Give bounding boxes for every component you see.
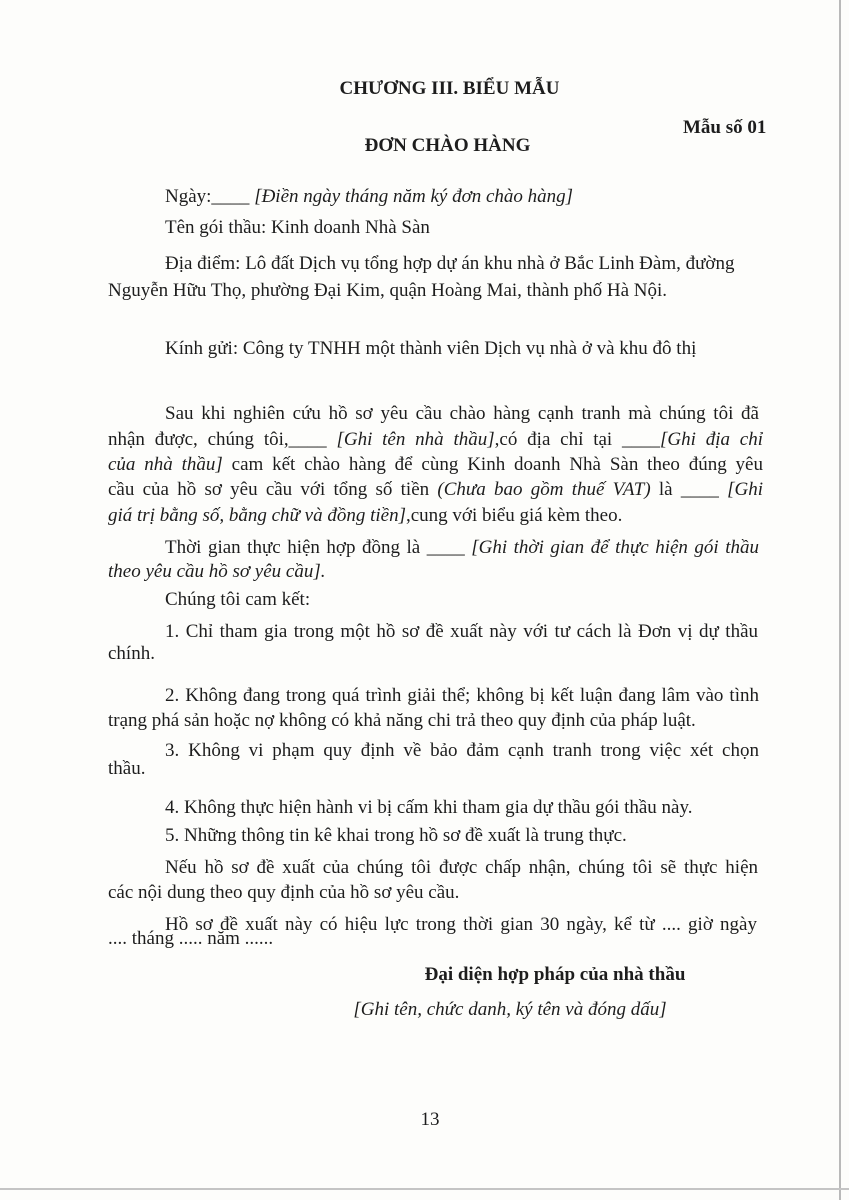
contractor-name-note: [Ghi tên nhà thầu]	[336, 429, 495, 450]
chapter-title: CHƯƠNG III. BIỂU MẪU	[339, 78, 560, 99]
commitment-3-line-1: 3. Không vi phạm quy định về bảo đảm cạnh tranh trong việc xét chọn	[165, 740, 759, 761]
para1-line-5	[108, 505, 622, 527]
para4-line-2: .... tháng ..... năm ......	[108, 928, 274, 949]
package-name: Tên gói thầu: Kinh doanh Nhà Sàn	[165, 217, 430, 238]
para2-line-2: theo yêu cầu hồ sơ yêu cầu].	[108, 561, 326, 582]
para1-text: cam kết chào hàng để cùng Kinh doanh Nhà Sàn theo đúng yêu	[222, 454, 763, 475]
para2-line-1	[165, 537, 759, 559]
recipient: Kính gửi: Công ty TNHH một thành viên Dịch vụ nhà ở và khu đô thị	[165, 338, 697, 359]
commitment-3-line-2: thầu.	[108, 758, 146, 779]
para1-text: là ____	[650, 479, 728, 500]
para3-line-2: các nội dung theo quy định của hồ sơ yêu cầu.	[108, 882, 460, 903]
scan-edge-bottom	[0, 1188, 849, 1190]
value-note: [Ghi	[727, 479, 763, 500]
location-line-2: Nguyễn Hữu Thọ, phường Đại Kim, quận Hoàng Mai, thành phố Hà Nội.	[108, 280, 668, 301]
commitment-1-line-1: 1. Chỉ tham gia trong một hồ sơ đề xuất này với tư cách là Đơn vị dự thầu	[165, 621, 758, 642]
commitment-1-line-2: chính.	[108, 643, 155, 664]
address-note-end: của nhà thầu]	[108, 454, 223, 475]
location-line-1: Địa điểm: Lô đất Dịch vụ tổng hợp dự án khu nhà ở Bắc Linh Đàm, đường	[165, 253, 735, 274]
para4-line-1: Hồ sơ đề xuất này có hiệu lực trong thời gian 30 ngày, kể từ .... giờ ngày	[165, 914, 757, 935]
vat-note: (Chưa bao gồm thuế VAT)	[437, 479, 651, 500]
commit-intro: Chúng tôi cam kết:	[165, 589, 311, 610]
para1-line-4	[108, 479, 763, 501]
para1-line-1: Sau khi nghiên cứu hồ sơ yêu cầu chào hàng cạnh tranh mà chúng tôi đã	[165, 403, 759, 424]
para1-text: cầu của hồ sơ yêu cầu với tổng số tiền	[108, 479, 438, 500]
date-note: [Điền ngày tháng năm ký đơn chào hàng]	[254, 186, 574, 207]
date-line	[165, 186, 573, 208]
page-number: 13	[420, 1109, 440, 1130]
para1-line-2	[108, 429, 763, 451]
signature-note: [Ghi tên, chức danh, ký tên và đóng dấu]	[353, 999, 667, 1020]
para2-text: Thời gian thực hiện hợp đồng là ____	[165, 537, 472, 558]
value-note-end: giá trị bằng số, bằng chữ và đồng tiền]	[108, 505, 406, 526]
duration-note: [Ghi thời gian để thực hiện gói thầu	[471, 537, 760, 558]
para1-line-3	[108, 454, 763, 476]
commitment-4: 4. Không thực hiện hành vi bị cấm khi tham gia dự thầu gói thầu này.	[165, 797, 693, 818]
para1-text: ,cung với biểu giá kèm theo.	[406, 505, 623, 526]
para1-text: ,có địa chỉ tại ____	[494, 429, 661, 450]
address-note: [Ghi địa chỉ	[660, 429, 764, 450]
form-number: Mẫu số 01	[683, 117, 767, 138]
signature-title: Đại diện hợp pháp của nhà thầu	[424, 964, 686, 985]
para3-line-1: Nếu hồ sơ đề xuất của chúng tôi được chấp nhận, chúng tôi sẽ thực hiện	[165, 857, 758, 878]
commitment-5: 5. Những thông tin kê khai trong hồ sơ đề xuất là trung thực.	[165, 825, 627, 846]
para1-text: nhận được, chúng tôi,____	[108, 429, 337, 450]
commitment-2-line-1: 2. Không đang trong quá trình giải thể; không bị kết luận đang lâm vào tình	[165, 685, 759, 706]
commitment-2-line-2: trạng phá sản hoặc nợ không có khả năng chi trả theo quy định của pháp luật.	[108, 710, 696, 731]
document-title: ĐƠN CHÀO HÀNG	[364, 135, 531, 156]
date-label: Ngày:____	[165, 186, 255, 207]
